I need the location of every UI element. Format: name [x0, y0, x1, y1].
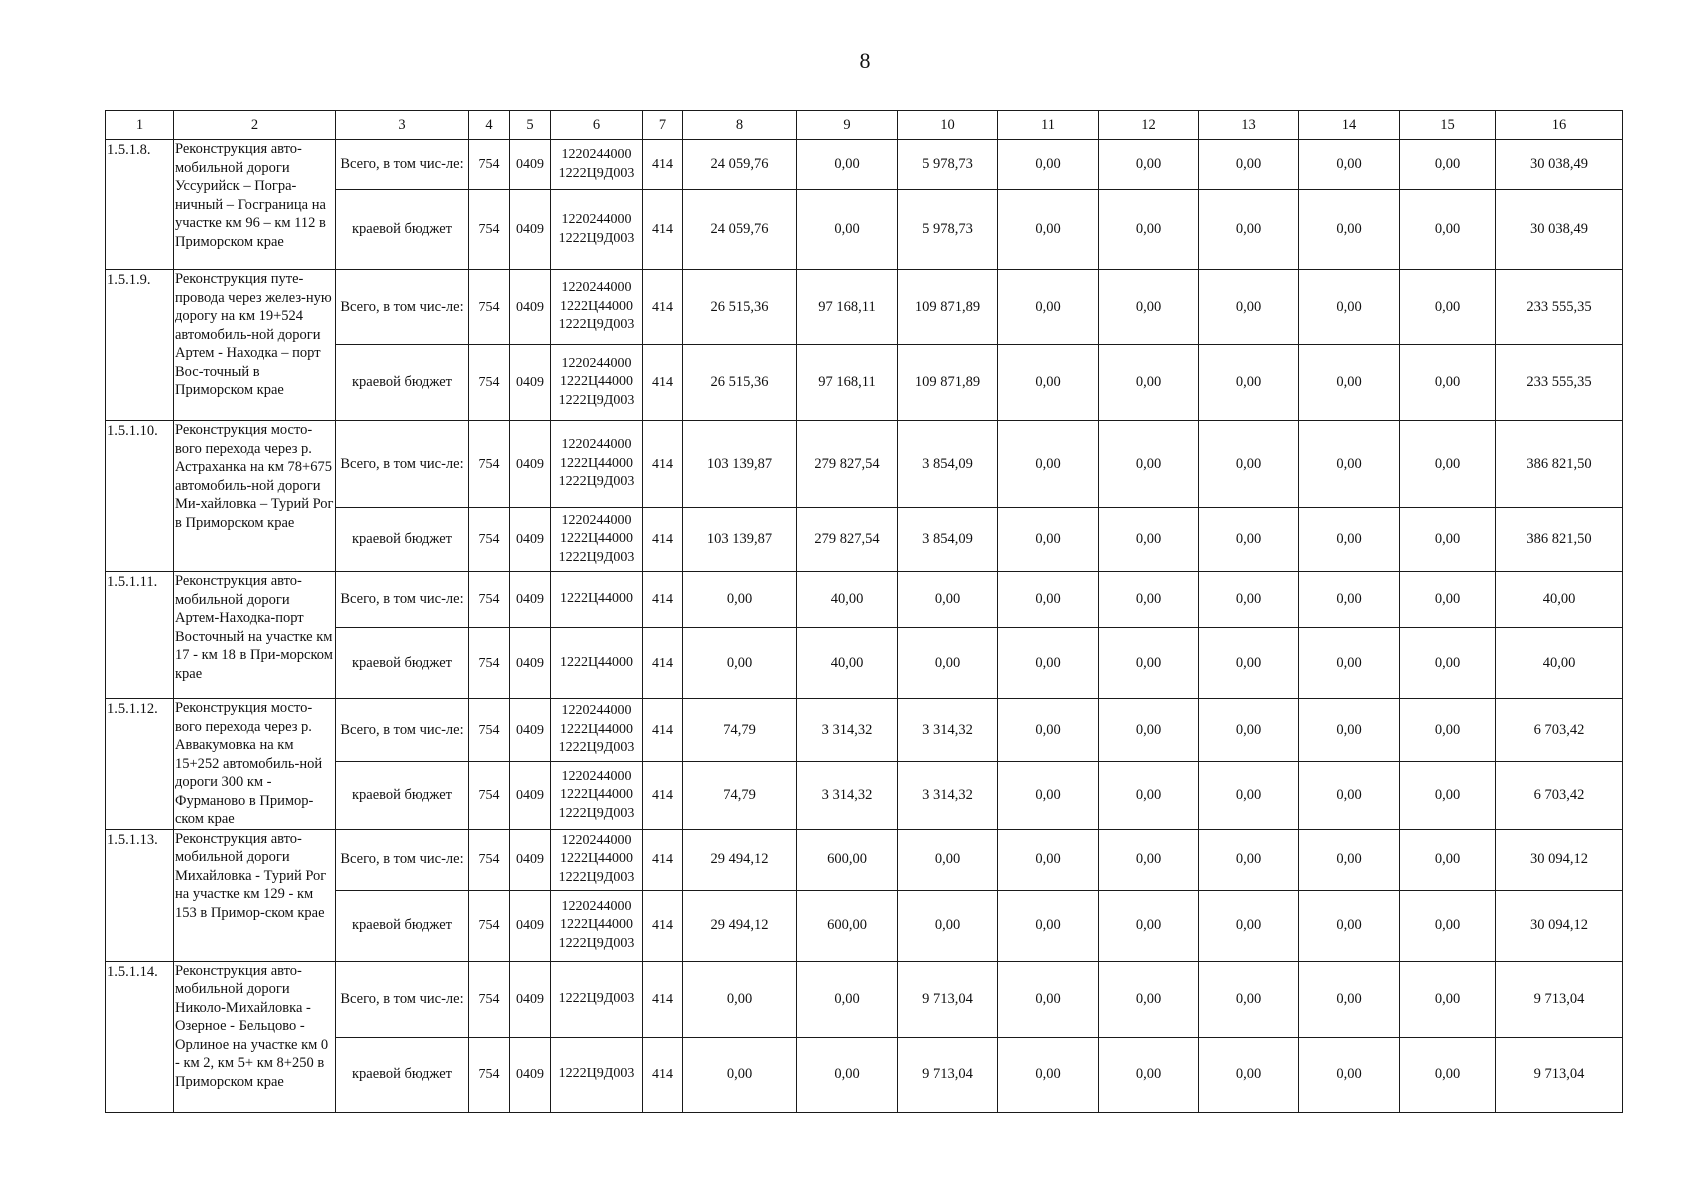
year2-value: 3 314,32 — [797, 762, 898, 829]
funding-source: краевой бюджет — [336, 345, 469, 421]
section-code: 0409 — [510, 190, 551, 270]
year3-value: 109 871,89 — [898, 345, 998, 421]
year4-value: 0,00 — [998, 140, 1099, 190]
funding-source: Всего, в том чис-ле: — [336, 829, 469, 890]
section-code: 0409 — [510, 1037, 551, 1112]
total-value: 386 821,50 — [1496, 421, 1623, 508]
item-number: 1.5.1.11. — [106, 572, 174, 699]
year7-value: 0,00 — [1299, 1037, 1400, 1112]
year2-value: 279 827,54 — [797, 508, 898, 572]
target-article-code: 1220244000 1222Ц44000 1222Ц9Д003 — [551, 699, 643, 762]
column-header: 14 — [1299, 111, 1400, 140]
section-code: 0409 — [510, 961, 551, 1037]
year8-value: 0,00 — [1400, 628, 1496, 699]
year1-value: 29 494,12 — [683, 829, 797, 890]
year5-value: 0,00 — [1099, 628, 1199, 699]
expense-type-code: 414 — [643, 829, 683, 890]
year6-value: 0,00 — [1199, 270, 1299, 345]
year3-value: 9 713,04 — [898, 961, 998, 1037]
year7-value: 0,00 — [1299, 961, 1400, 1037]
admin-code: 754 — [469, 345, 510, 421]
target-article-code: 1220244000 1222Ц44000 1222Ц9Д003 — [551, 270, 643, 345]
item-number: 1.5.1.10. — [106, 421, 174, 572]
section-code: 0409 — [510, 508, 551, 572]
target-article-code: 1220244000 1222Ц44000 1222Ц9Д003 — [551, 890, 643, 961]
expense-type-code: 414 — [643, 508, 683, 572]
year1-value: 26 515,36 — [683, 270, 797, 345]
section-code: 0409 — [510, 829, 551, 890]
year5-value: 0,00 — [1099, 699, 1199, 762]
column-header: 7 — [643, 111, 683, 140]
year8-value: 0,00 — [1400, 270, 1496, 345]
year7-value: 0,00 — [1299, 890, 1400, 961]
page-number: 8 — [859, 48, 871, 73]
year1-value: 103 139,87 — [683, 508, 797, 572]
year2-value: 600,00 — [797, 829, 898, 890]
table-row-total — [106, 421, 1623, 508]
year1-value: 0,00 — [683, 628, 797, 699]
expense-type-code: 414 — [643, 628, 683, 699]
year8-value: 0,00 — [1400, 961, 1496, 1037]
year7-value: 0,00 — [1299, 829, 1400, 890]
admin-code: 754 — [469, 190, 510, 270]
expense-type-code: 414 — [643, 1037, 683, 1112]
item-number: 1.5.1.14. — [106, 961, 174, 1112]
admin-code: 754 — [469, 762, 510, 829]
year8-value: 0,00 — [1400, 140, 1496, 190]
year1-value: 0,00 — [683, 572, 797, 628]
year1-value: 24 059,76 — [683, 190, 797, 270]
year7-value: 0,00 — [1299, 140, 1400, 190]
year6-value: 0,00 — [1199, 345, 1299, 421]
year7-value: 0,00 — [1299, 421, 1400, 508]
year6-value: 0,00 — [1199, 699, 1299, 762]
year2-value: 0,00 — [797, 190, 898, 270]
admin-code: 754 — [469, 1037, 510, 1112]
total-value: 30 038,49 — [1496, 190, 1623, 270]
year5-value: 0,00 — [1099, 345, 1199, 421]
year8-value: 0,00 — [1400, 572, 1496, 628]
year8-value: 0,00 — [1400, 1037, 1496, 1112]
year1-value: 0,00 — [683, 961, 797, 1037]
total-value: 6 703,42 — [1496, 699, 1623, 762]
year4-value: 0,00 — [998, 345, 1099, 421]
year3-value: 9 713,04 — [898, 1037, 998, 1112]
year2-value: 3 314,32 — [797, 699, 898, 762]
column-header: 3 — [336, 111, 469, 140]
funding-source: Всего, в том чис-ле: — [336, 572, 469, 628]
table-body — [106, 111, 1623, 1113]
year6-value: 0,00 — [1199, 140, 1299, 190]
column-header: 16 — [1496, 111, 1623, 140]
section-code: 0409 — [510, 572, 551, 628]
year8-value: 0,00 — [1400, 421, 1496, 508]
year5-value: 0,00 — [1099, 829, 1199, 890]
year3-value: 3 854,09 — [898, 421, 998, 508]
column-header: 5 — [510, 111, 551, 140]
year1-value: 29 494,12 — [683, 890, 797, 961]
column-header: 6 — [551, 111, 643, 140]
year3-value: 0,00 — [898, 628, 998, 699]
year3-value: 3 314,32 — [898, 762, 998, 829]
expense-type-code: 414 — [643, 140, 683, 190]
year2-value: 600,00 — [797, 890, 898, 961]
total-value: 233 555,35 — [1496, 270, 1623, 345]
column-header: 2 — [174, 111, 336, 140]
year4-value: 0,00 — [998, 270, 1099, 345]
year6-value: 0,00 — [1199, 508, 1299, 572]
expense-type-code: 414 — [643, 190, 683, 270]
table-row-total — [106, 699, 1623, 762]
section-code: 0409 — [510, 628, 551, 699]
year4-value: 0,00 — [998, 572, 1099, 628]
year3-value: 3 854,09 — [898, 508, 998, 572]
funding-source: краевой бюджет — [336, 1037, 469, 1112]
column-header: 8 — [683, 111, 797, 140]
funding-source: Всего, в том чис-ле: — [336, 961, 469, 1037]
column-header: 9 — [797, 111, 898, 140]
year5-value: 0,00 — [1099, 270, 1199, 345]
item-name: Реконструкция мосто-вого перехода через р. Астраханка на км 78+675 автомобиль-ной дороги Ми-хайловка – Турий Рог в Приморском крае — [174, 421, 336, 572]
funding-source: Всего, в том чис-ле: — [336, 270, 469, 345]
item-number: 1.5.1.13. — [106, 829, 174, 961]
year5-value: 0,00 — [1099, 890, 1199, 961]
column-header: 4 — [469, 111, 510, 140]
admin-code: 754 — [469, 829, 510, 890]
expense-type-code: 414 — [643, 699, 683, 762]
year6-value: 0,00 — [1199, 190, 1299, 270]
column-header: 10 — [898, 111, 998, 140]
year5-value: 0,00 — [1099, 421, 1199, 508]
section-code: 0409 — [510, 140, 551, 190]
target-article-code: 1222Ц9Д003 — [551, 961, 643, 1037]
funding-source: краевой бюджет — [336, 508, 469, 572]
year7-value: 0,00 — [1299, 508, 1400, 572]
admin-code: 754 — [469, 508, 510, 572]
target-article-code: 1220244000 1222Ц44000 1222Ц9Д003 — [551, 762, 643, 829]
year6-value: 0,00 — [1199, 572, 1299, 628]
column-header: 11 — [998, 111, 1099, 140]
admin-code: 754 — [469, 961, 510, 1037]
column-header: 1 — [106, 111, 174, 140]
year5-value: 0,00 — [1099, 961, 1199, 1037]
year2-value: 0,00 — [797, 961, 898, 1037]
item-name: Реконструкция авто-мобильной дороги Уссурийск – Погра-ничный – Госграница на участке км 96 – км 112 в Приморском крае — [174, 140, 336, 270]
total-value: 40,00 — [1496, 628, 1623, 699]
year6-value: 0,00 — [1199, 628, 1299, 699]
year8-value: 0,00 — [1400, 508, 1496, 572]
year1-value: 26 515,36 — [683, 345, 797, 421]
year7-value: 0,00 — [1299, 699, 1400, 762]
section-code: 0409 — [510, 345, 551, 421]
year8-value: 0,00 — [1400, 762, 1496, 829]
year2-value: 0,00 — [797, 140, 898, 190]
table-row-total — [106, 140, 1623, 190]
target-article-code: 1220244000 1222Ц44000 1222Ц9Д003 — [551, 508, 643, 572]
year3-value: 0,00 — [898, 572, 998, 628]
year4-value: 0,00 — [998, 762, 1099, 829]
item-name: Реконструкция авто-мобильной дороги Михайловка - Турий Рог на участке км 129 - км 153 в Примор-ском крае — [174, 829, 336, 961]
year2-value: 0,00 — [797, 1037, 898, 1112]
total-value: 30 038,49 — [1496, 140, 1623, 190]
section-code: 0409 — [510, 270, 551, 345]
year1-value: 103 139,87 — [683, 421, 797, 508]
funding-source: краевой бюджет — [336, 190, 469, 270]
item-number: 1.5.1.8. — [106, 140, 174, 270]
expense-type-code: 414 — [643, 762, 683, 829]
admin-code: 754 — [469, 699, 510, 762]
total-value: 30 094,12 — [1496, 829, 1623, 890]
year5-value: 0,00 — [1099, 140, 1199, 190]
year7-value: 0,00 — [1299, 762, 1400, 829]
total-value: 6 703,42 — [1496, 762, 1623, 829]
year8-value: 0,00 — [1400, 890, 1496, 961]
expense-type-code: 414 — [643, 890, 683, 961]
year7-value: 0,00 — [1299, 270, 1400, 345]
item-name: Реконструкция путе-провода через желез-ную дорогу на км 19+524 автомобиль-ной дороги Артем - Находка – порт Вос-точный в Приморском крае — [174, 270, 336, 421]
column-header-row — [106, 111, 1623, 140]
year2-value: 97 168,11 — [797, 270, 898, 345]
item-name: Реконструкция авто-мобильной дороги Артем-Находка-порт Восточный на участке км 17 - км 18 в При-морском крае — [174, 572, 336, 699]
year6-value: 0,00 — [1199, 829, 1299, 890]
year8-value: 0,00 — [1400, 190, 1496, 270]
admin-code: 754 — [469, 421, 510, 508]
year8-value: 0,00 — [1400, 699, 1496, 762]
table-row-total — [106, 961, 1623, 1037]
column-header: 13 — [1199, 111, 1299, 140]
year7-value: 0,00 — [1299, 190, 1400, 270]
funding-source: Всего, в том чис-ле: — [336, 699, 469, 762]
funding-source: краевой бюджет — [336, 762, 469, 829]
admin-code: 754 — [469, 628, 510, 699]
year5-value: 0,00 — [1099, 190, 1199, 270]
year4-value: 0,00 — [998, 829, 1099, 890]
funding-source: Всего, в том чис-ле: — [336, 421, 469, 508]
section-code: 0409 — [510, 421, 551, 508]
table-row-total — [106, 270, 1623, 345]
item-number: 1.5.1.9. — [106, 270, 174, 421]
admin-code: 754 — [469, 140, 510, 190]
year2-value: 279 827,54 — [797, 421, 898, 508]
column-header: 15 — [1400, 111, 1496, 140]
target-article-code: 1220244000 1222Ц44000 1222Ц9Д003 — [551, 345, 643, 421]
year1-value: 74,79 — [683, 699, 797, 762]
year4-value: 0,00 — [998, 190, 1099, 270]
target-article-code: 1222Ц9Д003 — [551, 1037, 643, 1112]
table-row-total — [106, 572, 1623, 628]
total-value: 40,00 — [1496, 572, 1623, 628]
total-value: 30 094,12 — [1496, 890, 1623, 961]
year3-value: 0,00 — [898, 829, 998, 890]
year4-value: 0,00 — [998, 890, 1099, 961]
year2-value: 40,00 — [797, 572, 898, 628]
year4-value: 0,00 — [998, 421, 1099, 508]
budget-table — [105, 110, 1623, 1113]
year3-value: 109 871,89 — [898, 270, 998, 345]
year1-value: 24 059,76 — [683, 140, 797, 190]
year6-value: 0,00 — [1199, 1037, 1299, 1112]
target-article-code: 1222Ц44000 — [551, 628, 643, 699]
section-code: 0409 — [510, 890, 551, 961]
expense-type-code: 414 — [643, 345, 683, 421]
year6-value: 0,00 — [1199, 961, 1299, 1037]
total-value: 9 713,04 — [1496, 961, 1623, 1037]
year8-value: 0,00 — [1400, 829, 1496, 890]
year6-value: 0,00 — [1199, 762, 1299, 829]
year3-value: 3 314,32 — [898, 699, 998, 762]
year2-value: 40,00 — [797, 628, 898, 699]
total-value: 386 821,50 — [1496, 508, 1623, 572]
section-code: 0409 — [510, 762, 551, 829]
target-article-code: 1220244000 1222Ц9Д003 — [551, 140, 643, 190]
expense-type-code: 414 — [643, 572, 683, 628]
expense-type-code: 414 — [643, 961, 683, 1037]
year1-value: 0,00 — [683, 1037, 797, 1112]
year5-value: 0,00 — [1099, 1037, 1199, 1112]
expense-type-code: 414 — [643, 421, 683, 508]
admin-code: 754 — [469, 572, 510, 628]
year6-value: 0,00 — [1199, 890, 1299, 961]
year5-value: 0,00 — [1099, 572, 1199, 628]
item-name: Реконструкция мосто-вого перехода через р. Аввакумовка на км 15+252 автомобиль-ной дороги 300 км - Фурманово в Примор-ском крае — [174, 699, 336, 830]
item-name: Реконструкция авто-мобильной дороги Николо-Михайловка - Озерное - Бельцово - Орлиное на участке км 0 - км 2, км 5+ км 8+250 в Приморском крае — [174, 961, 336, 1112]
table-row-total — [106, 829, 1623, 890]
funding-source: Всего, в том чис-ле: — [336, 140, 469, 190]
year3-value: 5 978,73 — [898, 140, 998, 190]
year7-value: 0,00 — [1299, 572, 1400, 628]
funding-source: краевой бюджет — [336, 890, 469, 961]
target-article-code: 1222Ц44000 — [551, 572, 643, 628]
year4-value: 0,00 — [998, 961, 1099, 1037]
target-article-code: 1220244000 1222Ц44000 1222Ц9Д003 — [551, 829, 643, 890]
year1-value: 74,79 — [683, 762, 797, 829]
year5-value: 0,00 — [1099, 762, 1199, 829]
year7-value: 0,00 — [1299, 628, 1400, 699]
target-article-code: 1220244000 1222Ц44000 1222Ц9Д003 — [551, 421, 643, 508]
year4-value: 0,00 — [998, 508, 1099, 572]
year8-value: 0,00 — [1400, 345, 1496, 421]
section-code: 0409 — [510, 699, 551, 762]
admin-code: 754 — [469, 270, 510, 345]
year4-value: 0,00 — [998, 699, 1099, 762]
year7-value: 0,00 — [1299, 345, 1400, 421]
year2-value: 97 168,11 — [797, 345, 898, 421]
funding-source: краевой бюджет — [336, 628, 469, 699]
year5-value: 0,00 — [1099, 508, 1199, 572]
total-value: 9 713,04 — [1496, 1037, 1623, 1112]
admin-code: 754 — [469, 890, 510, 961]
year3-value: 5 978,73 — [898, 190, 998, 270]
year3-value: 0,00 — [898, 890, 998, 961]
year4-value: 0,00 — [998, 1037, 1099, 1112]
column-header: 12 — [1099, 111, 1199, 140]
total-value: 233 555,35 — [1496, 345, 1623, 421]
year4-value: 0,00 — [998, 628, 1099, 699]
item-number: 1.5.1.12. — [106, 699, 174, 830]
year6-value: 0,00 — [1199, 421, 1299, 508]
expense-type-code: 414 — [643, 270, 683, 345]
target-article-code: 1220244000 1222Ц9Д003 — [551, 190, 643, 270]
